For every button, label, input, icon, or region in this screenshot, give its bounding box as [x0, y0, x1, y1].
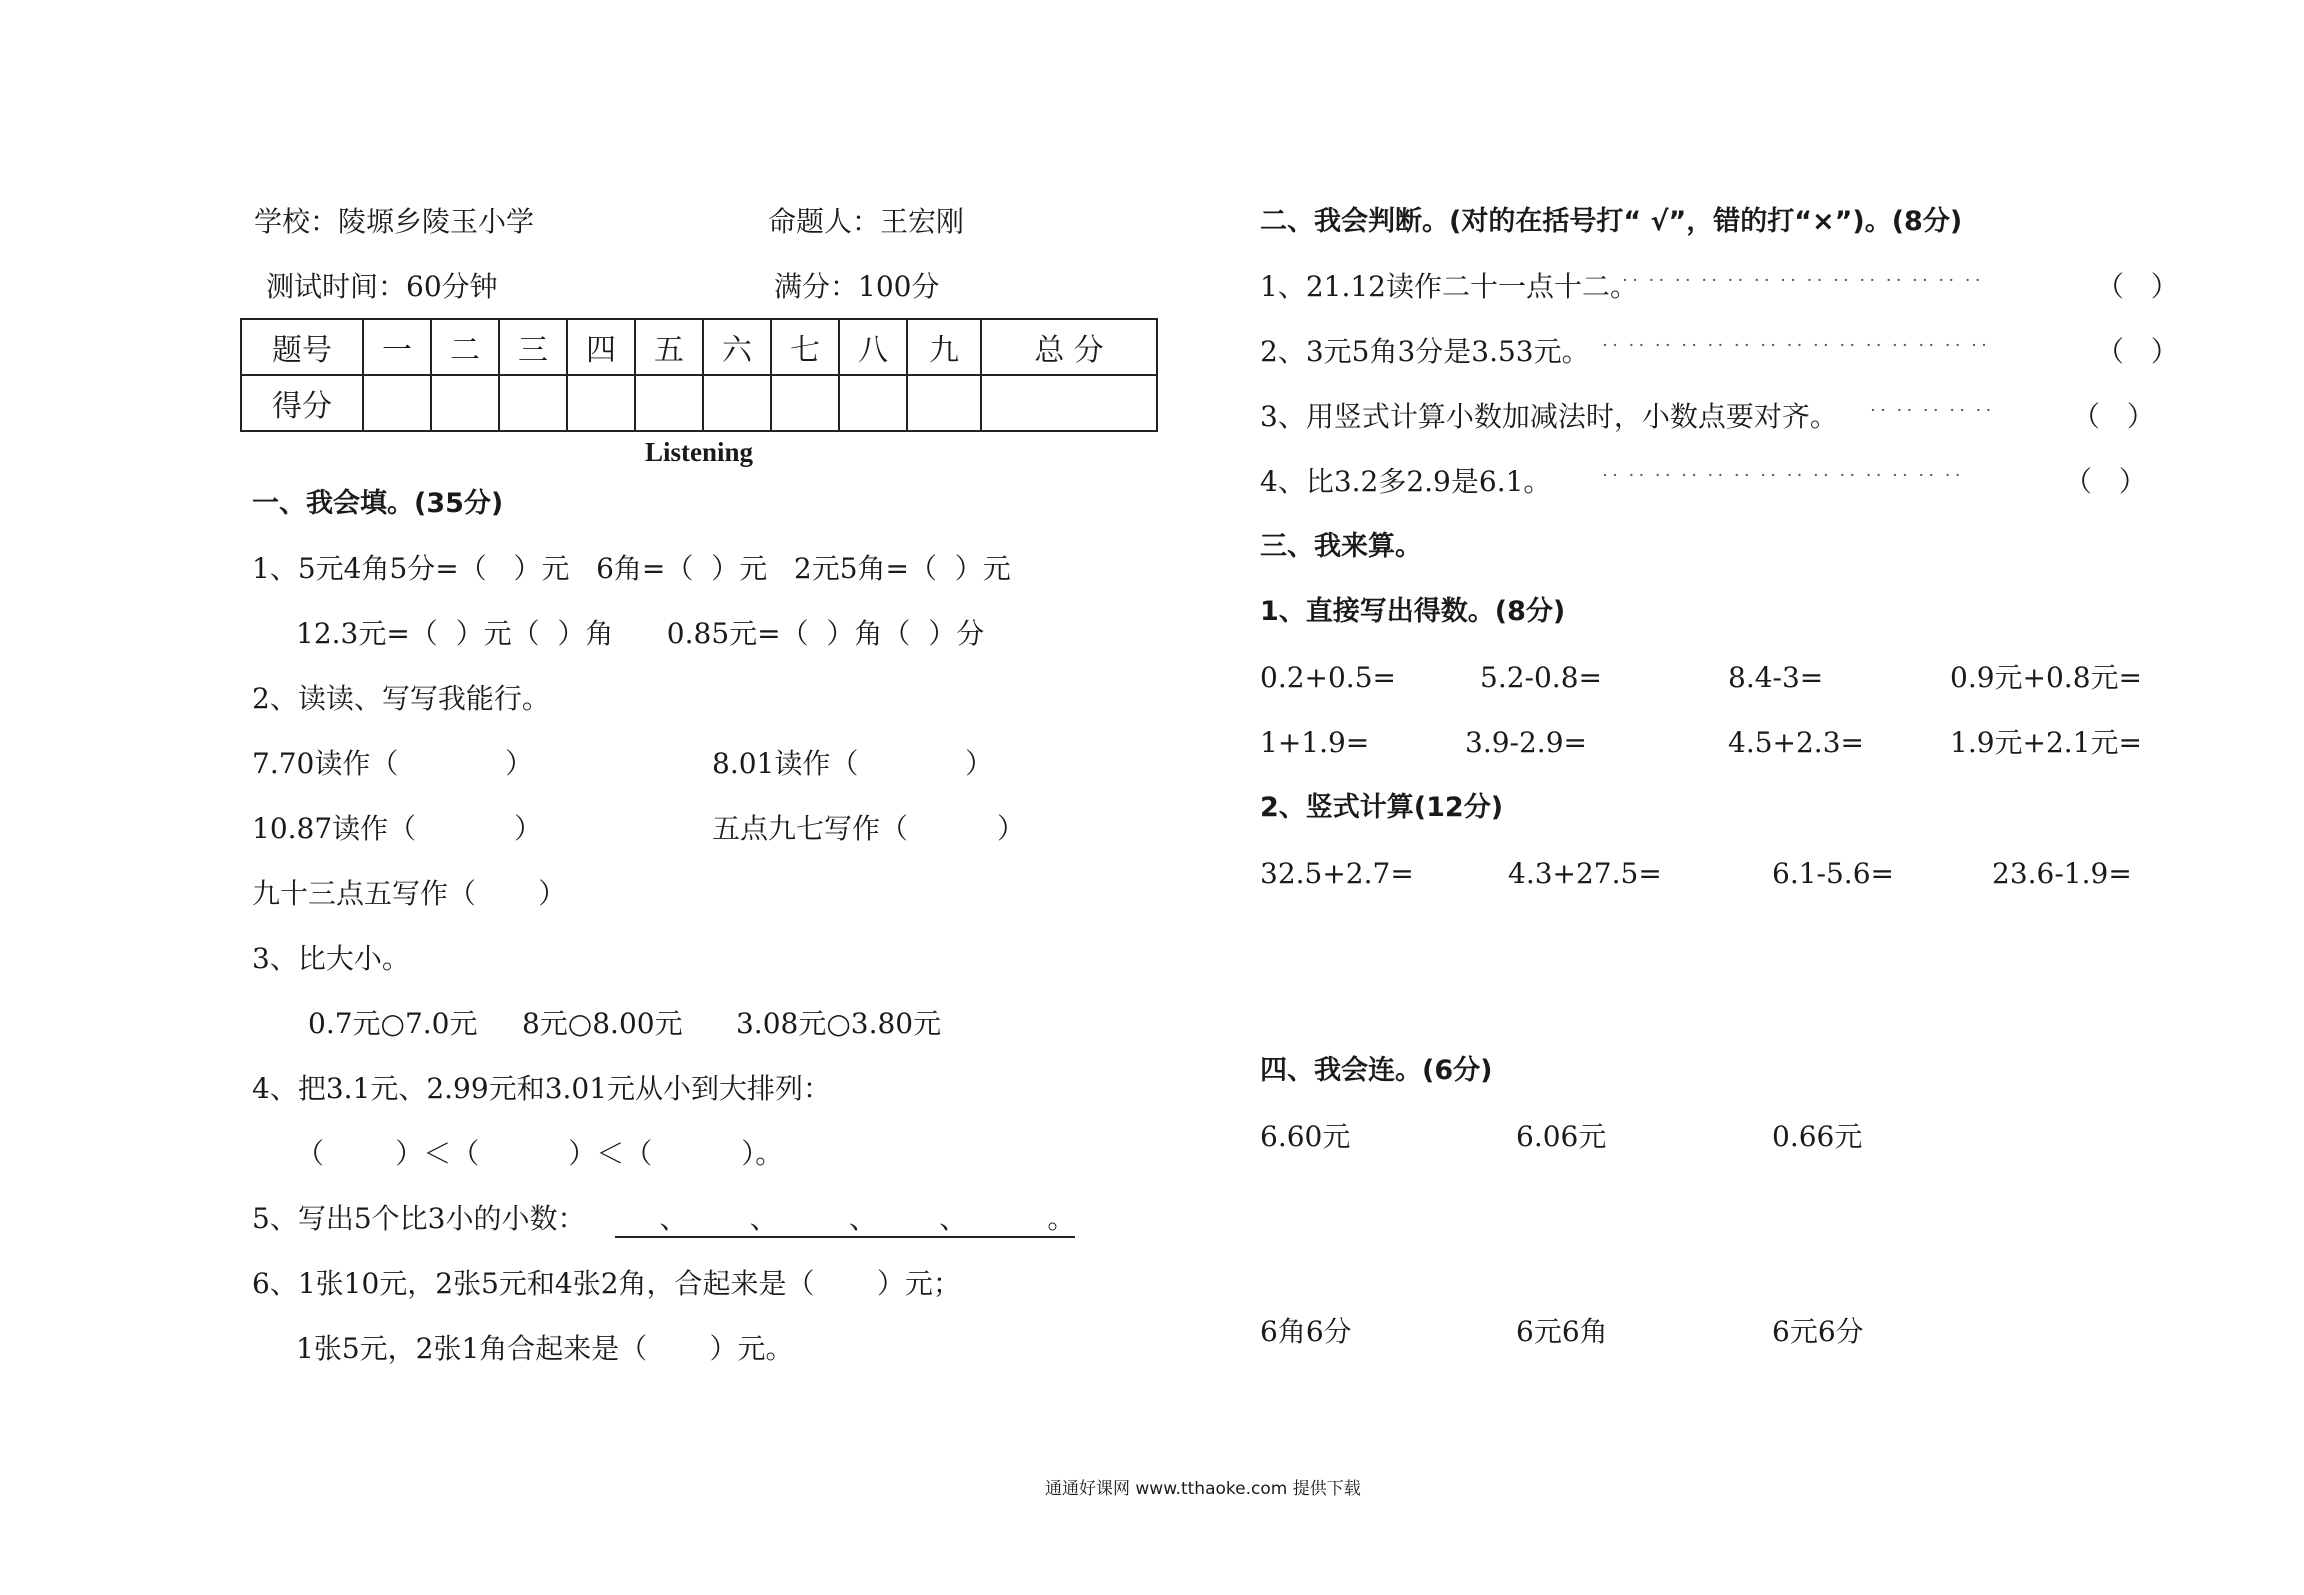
table-cell: 四 [567, 319, 635, 375]
question-2a: 7.70读作（ ） [252, 747, 534, 780]
table-cell[interactable] [363, 375, 431, 431]
dot-leader: ˙˙ ˙˙ ˙˙ ˙˙ ˙˙ ˙˙ ˙˙ ˙˙ ˙˙ ˙˙ ˙˙ ˙˙ ˙˙ ˙˙ [1620, 275, 1983, 299]
match-item-bottom[interactable]: 6元6角 [1516, 1315, 1608, 1348]
match-item-top[interactable]: 6.06元 [1516, 1120, 1607, 1153]
table-cell[interactable] [907, 375, 981, 431]
section-3-sub-1: 1、直接写出得数。(8分) [1260, 596, 1566, 627]
table-cell: 六 [703, 319, 771, 375]
dot-leader: ˙˙ ˙˙ ˙˙ ˙˙ ˙˙ ˙˙ ˙˙ ˙˙ ˙˙ ˙˙ ˙˙ ˙˙ ˙˙ ˙˙ ˙˙ [1600, 340, 1990, 364]
author-label: 命题人：王宏刚 [768, 205, 965, 238]
table-cell: 总 分 [981, 319, 1157, 375]
judge-1: 1、21.12读作二十一点十二。 [1260, 270, 1638, 303]
table-cell[interactable] [499, 375, 567, 431]
match-item-top[interactable]: 6.60元 [1260, 1120, 1351, 1153]
dot-leader: ˙˙ ˙˙ ˙˙ ˙˙ ˙˙ ˙˙ ˙˙ ˙˙ ˙˙ ˙˙ ˙˙ ˙˙ ˙˙ ˙˙ [1600, 470, 1963, 494]
question-3: 3、比大小。 [252, 942, 410, 975]
judge-4: 4、比3.2多2.9是6.1。 [1260, 465, 1552, 498]
table-cell[interactable] [567, 375, 635, 431]
footer-source: 通通好课网 www.tthaoke.com 提供下载 [1045, 1479, 1361, 1499]
table-cell[interactable] [771, 375, 839, 431]
section-2-title: 二、我会判断。(对的在括号打“ √”，错的打“×”)。(8分) [1260, 206, 1963, 237]
question-1b: 12.3元=（ ）元（ ）角 0.85元=（ ）角（ ）分 [296, 617, 985, 650]
question-1a: 1、5元4角5分=（ ）元 6角=（ ）元 2元5角=（ ）元 [252, 552, 1011, 585]
judge-2: 2、3元5角3分是3.53元。 [1260, 335, 1590, 368]
judge-3: 3、用竖式计算小数加减法时，小数点要对齐。 [1260, 400, 1838, 433]
table-cell: 九 [907, 319, 981, 375]
score-table [240, 318, 1158, 432]
table-cell: 五 [635, 319, 703, 375]
table-cell: 一 [363, 319, 431, 375]
calc-item: 32.5+2.7= [1260, 857, 1414, 890]
section-3-sub-2: 2、竖式计算(12分) [1260, 792, 1504, 823]
question-5: 5、写出5个比3小的小数： [252, 1202, 586, 1235]
section-4-title: 四、我会连。(6分) [1260, 1055, 1493, 1086]
question-3a: 0.7元○7.0元 8元○8.00元 3.08元○3.80元 [308, 1007, 942, 1040]
question-4a: （ ）＜（ ）＜（ ）。 [296, 1137, 784, 1170]
calc-item: 8.4-3= [1728, 661, 1824, 694]
table-cell: 七 [771, 319, 839, 375]
score-table-header-row [241, 319, 1157, 375]
match-item-top[interactable]: 0.66元 [1772, 1120, 1863, 1153]
question-2b: 8.01读作（ ） [712, 747, 994, 780]
calc-item: 6.1-5.6= [1772, 857, 1894, 890]
question-2d: 五点九七写作（ ） [712, 812, 1026, 845]
table-cell: 三 [499, 319, 567, 375]
judge-4-paren[interactable]: （ ） [2064, 465, 2147, 498]
calc-item: 23.6-1.9= [1992, 857, 2132, 890]
table-cell[interactable] [431, 375, 499, 431]
calc-item: 1+1.9= [1260, 726, 1370, 759]
question-6a: 1张5元，2张1角合起来是（ ）元。 [296, 1332, 794, 1365]
question-2: 2、读读、写写我能行。 [252, 682, 550, 715]
judge-1-paren[interactable]: （ ） [2096, 270, 2179, 303]
judge-3-paren[interactable]: （ ） [2072, 400, 2155, 433]
section-1-title: 一、我会填。(35分) [252, 488, 504, 519]
table-cell: 二 [431, 319, 499, 375]
question-2c: 10.87读作（ ） [252, 812, 543, 845]
question-4: 4、把3.1元、2.99元和3.01元从小到大排列： [252, 1072, 832, 1105]
calc-item: 1.9元+2.1元= [1950, 726, 2142, 759]
question-5-blanks[interactable] [615, 1202, 1075, 1238]
calc-item: 4.3+27.5= [1508, 857, 1662, 890]
calc-item: 3.9-2.9= [1465, 726, 1587, 759]
test-time-label: 测试时间：60分钟 [266, 270, 498, 303]
table-cell[interactable] [839, 375, 907, 431]
full-score-label: 满分：100分 [774, 270, 940, 303]
listening-label: Listening [645, 437, 754, 467]
calc-item: 4.5+2.3= [1728, 726, 1864, 759]
match-item-bottom[interactable]: 6角6分 [1260, 1315, 1352, 1348]
table-cell: 得分 [241, 375, 363, 431]
table-cell[interactable] [635, 375, 703, 431]
table-cell: 题号 [241, 319, 363, 375]
match-item-bottom[interactable]: 6元6分 [1772, 1315, 1864, 1348]
judge-2-paren[interactable]: （ ） [2096, 335, 2179, 368]
table-cell: 八 [839, 319, 907, 375]
school-label: 学校：陵塬乡陵玉小学 [254, 205, 535, 238]
table-cell[interactable] [981, 375, 1157, 431]
calc-item: 5.2-0.8= [1480, 661, 1602, 694]
calc-item: 0.9元+0.8元= [1950, 661, 2142, 694]
table-cell[interactable] [703, 375, 771, 431]
score-table-score-row [241, 375, 1157, 431]
answer-underline: 、 、 、 、 。 [615, 1202, 1075, 1238]
dot-leader: ˙˙ ˙˙ ˙˙ ˙˙ ˙˙ [1868, 405, 1994, 429]
question-2e: 九十三点五写作（ ） [252, 877, 567, 910]
question-6: 6、1张10元，2张5元和4张2角，合起来是（ ）元； [252, 1267, 961, 1300]
calc-item: 0.2+0.5= [1260, 661, 1396, 694]
section-3-title: 三、我来算。 [1260, 531, 1422, 562]
